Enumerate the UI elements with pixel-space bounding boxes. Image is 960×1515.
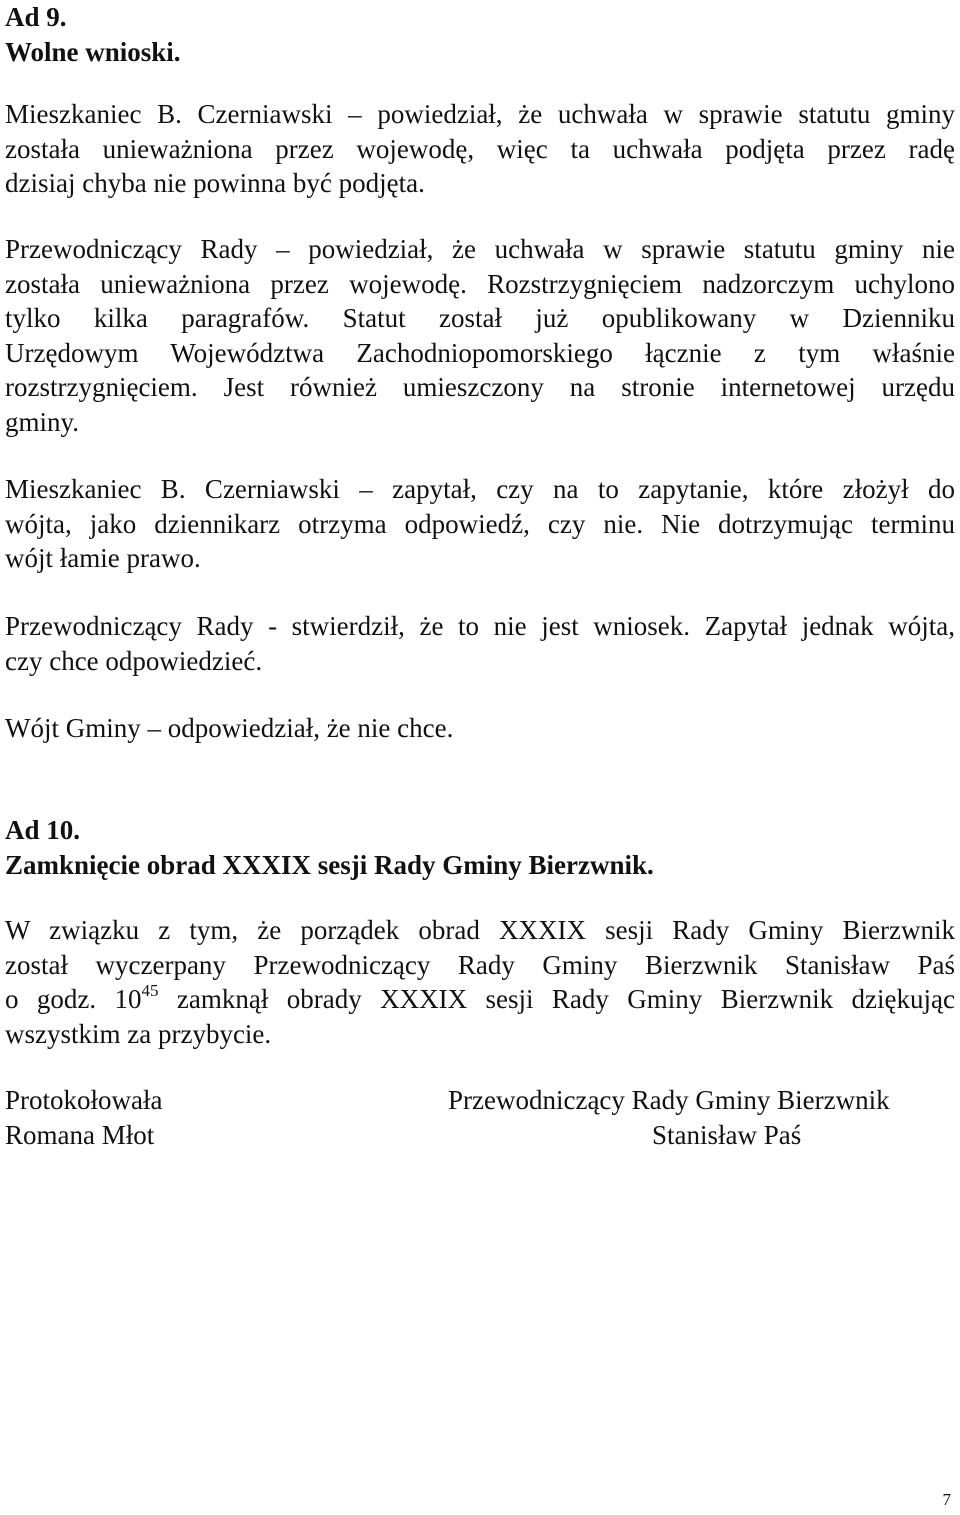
section-title: Zamknięcie obrad XXXIX sesji Rady Gminy Bierzwnik. [5,849,654,880]
paragraph-line: tylko kilka paragrafów. Statut został już opublikowany w Dzienniku [5,303,955,333]
page-number: 7 [942,1490,951,1509]
paragraph-line: została unieważniona przez wojewodę. Rozstrzygnięciem nadzorczym uchylono [5,268,955,299]
section-title: Wolne wnioski. [5,36,181,67]
paragraph-resident-question [5,472,955,576]
paragraph-line: Przewodniczący Rady - stwierdził, że to nie jest wniosek. Zapytał jednak wójta, [5,611,955,641]
recorder-name: Romana Młot [5,1120,155,1150]
paragraph-line: dzisiaj chyba nie powinna być podjęta. [5,168,425,198]
paragraph-chairman-statement [5,609,955,678]
paragraph-session-closing [5,913,955,1051]
paragraph-line: o godz. $10^{45}$ zamknął obrady XXXIX sesji Rady Gminy Bierzwnik dziękując [5,981,955,1014]
recorder-role: Protokołowała [5,1085,163,1115]
paragraph-line: Mieszkaniec B. Czerniawski – powiedział, że uchwała w sprawie statutu gminy [5,99,955,129]
paragraph-line: Urzędowym Województwa Zachodniopomorskiego łącznie z tym właśnie [5,337,955,368]
paragraph-line: Przewodniczący Rady – powiedział, że uchwała w sprawie statutu gminy nie [5,234,955,264]
section-heading-ad10 [5,813,955,882]
paragraph-line: wójt łamie prawo. [5,543,201,573]
paragraph-line: gminy. [5,406,79,437]
paragraph-line: został wyczerpany Przewodniczący Rady Gminy Bierzwnik Stanisław Paś [5,949,955,980]
time-minutes-superscript: 45 [141,981,159,1000]
paragraph-line: rozstrzygnięciem. Jest również umieszczony na stronie internetowej urzędu [5,372,955,402]
paragraph-chairman-reply [5,232,955,439]
paragraph-line: czy chce odpowiedzieć. [5,645,263,676]
chairman-name: Stanisław Paś [652,1120,802,1150]
paragraph-line: wójta, jako dziennikarz otrzyma odpowiedź, czy nie. Nie dotrzymując terminu [5,508,955,539]
section-number: Ad 9. [5,2,67,32]
paragraph-line: wszystkim za przybycie. [5,1018,272,1049]
paragraph-line: została unieważniona przez wojewodę, więc ta uchwała podjęta przez radę [5,133,955,164]
paragraph-line: Wójt Gminy – odpowiedział, że nie chce. [5,713,454,743]
paragraph-resident-statement [5,97,955,201]
paragraph-line: W związku z tym, że porządek obrad XXXIX sesji Rady Gminy Bierzwnik [5,915,955,945]
section-number: Ad 10. [5,815,81,845]
paragraph-line: Mieszkaniec B. Czerniawski – zapytał, czy na to zapytanie, które złożył do [5,474,955,504]
section-heading-ad9 [5,0,955,69]
chairman-role: Przewodniczący Rady Gminy Bierzwnik [448,1085,890,1115]
signature-block [5,1083,955,1153]
paragraph-mayor-reply [5,711,955,746]
